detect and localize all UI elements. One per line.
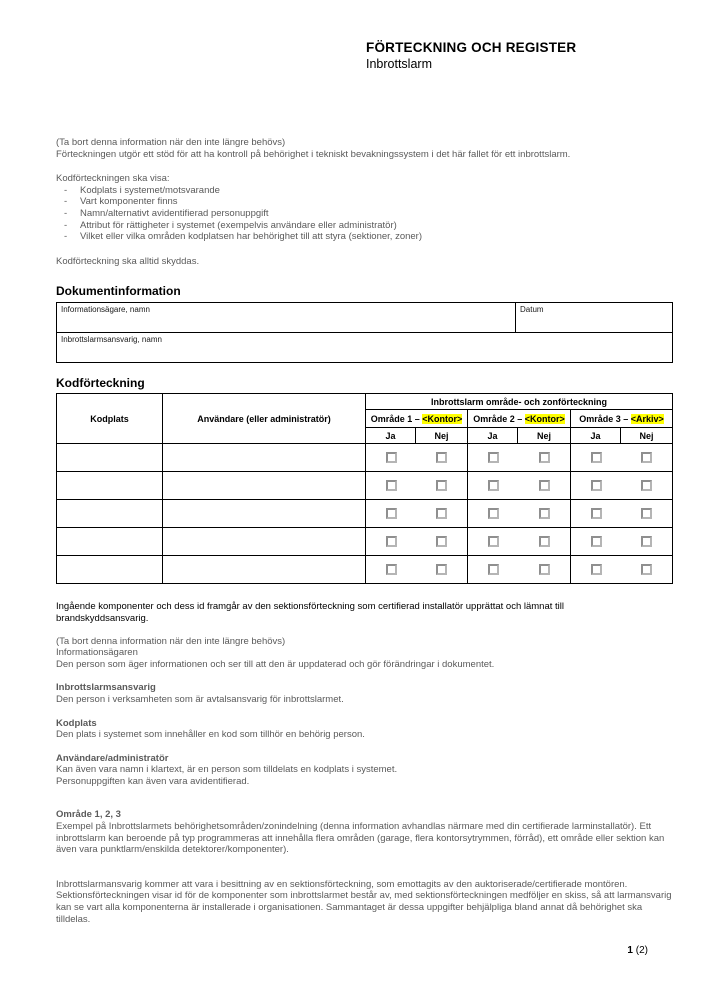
bullet-list-title: Kodförteckningen ska visa: bbox=[56, 173, 170, 185]
anvandare-input-cell[interactable] bbox=[163, 444, 366, 472]
checkbox-ja[interactable] bbox=[386, 508, 397, 519]
table-row bbox=[57, 556, 673, 584]
checkbox-ja[interactable] bbox=[591, 480, 602, 491]
col-header-nej: Nej bbox=[518, 428, 571, 444]
bullet-item bbox=[56, 220, 672, 232]
omrade-placeholder: <Kontor> bbox=[524, 413, 565, 424]
omrade-3-cell bbox=[571, 528, 673, 556]
definition-body: Kan även vara namn i klartext, är en person som tilldelats en kodplats i systemet. bbox=[56, 764, 398, 776]
omrade-2-cell bbox=[468, 472, 571, 500]
anvandare-input-cell[interactable] bbox=[163, 556, 366, 584]
bullet-item bbox=[56, 231, 672, 243]
bullet-list bbox=[56, 185, 672, 243]
definition-body: Exempel på Inbrottslarmets behörighetsområden/zonindelning (denna information avhandlas närmare med din certifierade larminstallatör). Ett inbrottslarm kan beroende på typ programmeras att innehålla flera områden (garage, flera kontorsytrymmen, förråd), ett område eller sektion kan även vara punktlarm/enskilda detektorer/komponenter). bbox=[56, 821, 665, 856]
checkbox-ja[interactable] bbox=[591, 536, 602, 547]
col-header-kodplats: Kodplats bbox=[57, 394, 163, 444]
definition-body: Den person i verksamheten som är avtalsansvarig för inbrottslarmet. bbox=[56, 693, 344, 705]
checkbox-ja[interactable] bbox=[591, 452, 602, 463]
bullet-text: Namn/alternativt avidentifierad personuppgift bbox=[80, 207, 269, 219]
omrade-label: Område 2 – bbox=[473, 413, 525, 424]
definition-title: Område 1, 2, 3 bbox=[56, 809, 121, 821]
components-note-line2: brandskyddsansvarig. bbox=[56, 612, 149, 624]
definition-body: Den person som äger informationen och ser till att den är uppdaterad och gör förändringar i dokumentet. bbox=[56, 658, 495, 670]
checkbox-nej[interactable] bbox=[539, 480, 550, 491]
checkbox-nej[interactable] bbox=[641, 508, 652, 519]
checkbox-nej[interactable] bbox=[539, 564, 550, 575]
checkbox-ja[interactable] bbox=[386, 564, 397, 575]
bullet-text: Attribut för rättigheter i systemet (exempelvis användare eller administratör) bbox=[80, 219, 397, 231]
omrade-3-cell bbox=[571, 472, 673, 500]
omrade-label: Område 3 – bbox=[579, 413, 631, 424]
omrade-1-cell bbox=[366, 472, 468, 500]
section-heading-dokumentinformation: Dokumentinformation bbox=[56, 284, 181, 299]
definition-section bbox=[56, 682, 672, 705]
definition-section bbox=[56, 647, 672, 670]
table-header-row bbox=[57, 394, 673, 410]
omrade-3-cell bbox=[571, 556, 673, 584]
dash-marker bbox=[56, 185, 80, 197]
bullet-text: Vilket eller vilka områden kodplatsen har behörighet till att styra (sektioner, zoner) bbox=[80, 231, 422, 243]
checkbox-ja[interactable] bbox=[386, 480, 397, 491]
definition-section bbox=[56, 753, 672, 788]
checkbox-ja[interactable] bbox=[488, 564, 499, 575]
definition-section bbox=[56, 809, 672, 855]
checkbox-ja[interactable] bbox=[488, 536, 499, 547]
checkbox-nej[interactable] bbox=[436, 508, 447, 519]
omrade-placeholder: <Kontor> bbox=[422, 413, 463, 424]
checkbox-nej[interactable] bbox=[436, 564, 447, 575]
checkbox-nej[interactable] bbox=[539, 536, 550, 547]
omrade-2-cell bbox=[468, 444, 571, 472]
col-header-ja: Ja bbox=[571, 428, 621, 444]
protect-note: Kodförteckning ska alltid skyddas. bbox=[56, 255, 200, 267]
document-title-block bbox=[366, 40, 672, 71]
bullet-item bbox=[56, 196, 672, 208]
omrade-1-cell bbox=[366, 528, 468, 556]
bullet-text: Kodplats i systemet/motsvarande bbox=[80, 184, 220, 196]
checkbox-ja[interactable] bbox=[488, 508, 499, 519]
table-row bbox=[57, 528, 673, 556]
omrade-3-cell bbox=[571, 500, 673, 528]
document-info-table bbox=[56, 302, 673, 363]
dash-marker bbox=[56, 208, 80, 220]
omrade-1-cell bbox=[366, 500, 468, 528]
page-number bbox=[627, 945, 648, 956]
col-header-nej: Nej bbox=[621, 428, 673, 444]
components-note-line1: Ingående komponenter och dess id framgår av den sektionsförteckning som certifierad installatör upprättat och lämnat till bbox=[56, 601, 564, 613]
dash-marker bbox=[56, 220, 80, 232]
page-number-current: 1 bbox=[627, 945, 633, 956]
checkbox-ja[interactable] bbox=[488, 480, 499, 491]
checkbox-nej[interactable] bbox=[641, 536, 652, 547]
kodplats-input-cell[interactable] bbox=[57, 500, 163, 528]
field-inbrottslarmsansvarig[interactable]: Inbrottslarmsansvarig, namn bbox=[57, 333, 673, 363]
col-header-ja: Ja bbox=[366, 428, 416, 444]
omrade-placeholder: <Arkiv> bbox=[630, 413, 664, 424]
remove-info-note: (Ta bort denna information när den inte längre behövs) bbox=[56, 635, 286, 647]
bullet-item bbox=[56, 208, 672, 220]
checkbox-ja[interactable] bbox=[591, 564, 602, 575]
definition-title: Inbrottslarmsansvarig bbox=[56, 682, 156, 694]
checkbox-ja[interactable] bbox=[386, 452, 397, 463]
page-number-total: (2) bbox=[635, 945, 648, 956]
table-row bbox=[57, 444, 673, 472]
checkbox-nej[interactable] bbox=[539, 452, 550, 463]
anvandare-input-cell[interactable] bbox=[163, 472, 366, 500]
checkbox-nej[interactable] bbox=[641, 564, 652, 575]
omrade-label: Område 1 – bbox=[370, 413, 423, 424]
checkbox-nej[interactable] bbox=[641, 480, 652, 491]
field-informationsagare[interactable]: Informationsägare, namn bbox=[57, 303, 516, 333]
omrade-2-cell bbox=[468, 556, 571, 584]
code-list-table bbox=[56, 393, 673, 584]
checkbox-nej[interactable] bbox=[539, 508, 550, 519]
checkbox-ja[interactable] bbox=[386, 536, 397, 547]
omrade-3-cell bbox=[571, 444, 673, 472]
col-header-omrade-1 bbox=[366, 410, 468, 428]
section-heading-kodforteckning: Kodförteckning bbox=[56, 376, 145, 391]
components-note bbox=[56, 601, 672, 624]
anvandare-input-cell[interactable] bbox=[163, 500, 366, 528]
table-row bbox=[57, 472, 673, 500]
omrade-1-cell bbox=[366, 444, 468, 472]
document-subtitle: Inbrottslarm bbox=[366, 57, 432, 71]
table-row bbox=[57, 333, 673, 363]
kodplats-input-cell[interactable] bbox=[57, 472, 163, 500]
bullet-text: Vart komponenter finns bbox=[80, 196, 178, 208]
checkbox-nej[interactable] bbox=[641, 452, 652, 463]
checkbox-nej[interactable] bbox=[436, 480, 447, 491]
checkbox-ja[interactable] bbox=[591, 508, 602, 519]
definition-body: Den plats i systemet som innehåller en kod som tillhör en behörig person. bbox=[56, 729, 365, 741]
definition-title: Kodplats bbox=[56, 717, 97, 729]
checkbox-ja[interactable] bbox=[488, 452, 499, 463]
col-header-omrade-3 bbox=[571, 410, 673, 428]
col-header-nej: Nej bbox=[416, 428, 468, 444]
document-title: FÖRTECKNING OCH REGISTER bbox=[366, 40, 577, 55]
omrade-1-cell bbox=[366, 556, 468, 584]
intro-lead: Förteckningen utgör ett stöd för att ha kontroll på behörighet i tekniskt bevakningssystem i det här fallet för ett inbrottslarm. bbox=[56, 148, 571, 160]
checkbox-nej[interactable] bbox=[436, 536, 447, 547]
definition-body: Personuppgiften kan även vara avidentifierad. bbox=[56, 775, 250, 787]
group-header-omrade-zon: Inbrottslarm område- och zonförteckning bbox=[366, 394, 673, 410]
anvandare-input-cell[interactable] bbox=[163, 528, 366, 556]
kodplats-input-cell[interactable] bbox=[57, 444, 163, 472]
kodplats-input-cell[interactable] bbox=[57, 528, 163, 556]
kodplats-input-cell[interactable] bbox=[57, 556, 163, 584]
definition-title: Användare/administratör bbox=[56, 752, 169, 764]
dash-marker bbox=[56, 196, 80, 208]
field-datum[interactable]: Datum bbox=[516, 303, 673, 333]
omrade-2-cell bbox=[468, 528, 571, 556]
bullet-item bbox=[56, 185, 672, 197]
definition-title: Informationsägaren bbox=[56, 647, 138, 659]
table-row bbox=[57, 303, 673, 333]
col-header-omrade-2 bbox=[468, 410, 571, 428]
col-header-ja: Ja bbox=[468, 428, 518, 444]
col-header-anvandare: Användare (eller administratör) bbox=[163, 394, 366, 444]
omrade-2-cell bbox=[468, 500, 571, 528]
dash-marker bbox=[56, 231, 80, 243]
definition-section bbox=[56, 718, 672, 741]
remove-info-note: (Ta bort denna information när den inte längre behövs) bbox=[56, 137, 286, 148]
closing-paragraph: Inbrottslarmansvarig kommer att vara i besittning av en sektionsförteckning, som emottagits av den auktoriserade/certifierade montören. Sektionsförteckningen visar id för de komponenter som inbrottslarmet består av, med sektionsförteckningen medföljer en skiss, så att larmansvarig kan se vart alla komponenterna är installerade i organisationen. Sammantaget är dessa uppgifter behjälpliga bland annat då behörighet ska tilldelas. bbox=[56, 878, 672, 925]
checkbox-nej[interactable] bbox=[436, 452, 447, 463]
table-row bbox=[57, 500, 673, 528]
